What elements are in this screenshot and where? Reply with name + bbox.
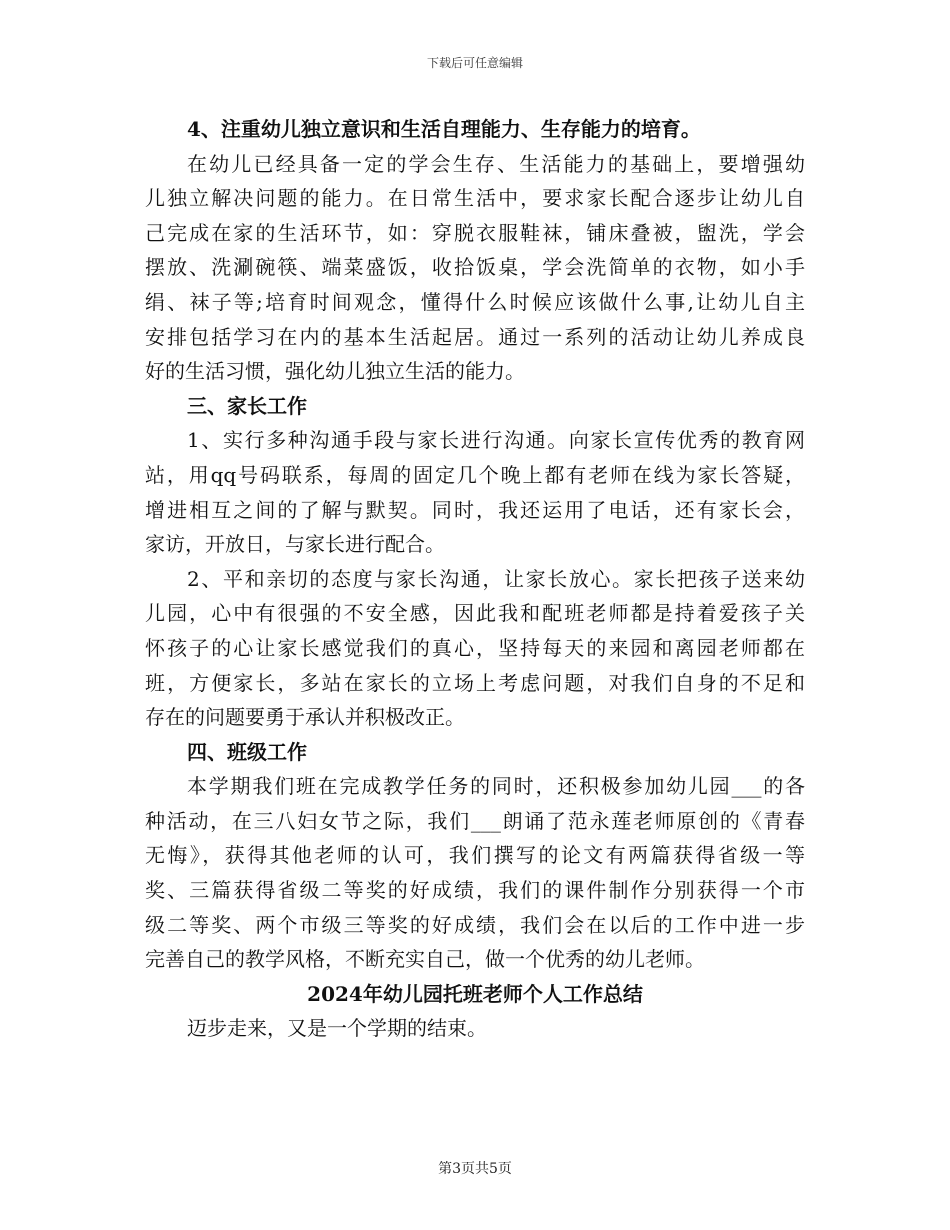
text-line: 存在的问题要勇于承认并积极改正。 [145,705,465,730]
text-line: 好的生活习惯，强化幼儿独立生活的能力。 [145,359,525,384]
text-line: 四、班级工作 [187,739,307,764]
text-line: 4、注重幼儿独立意识和生活自理能力、生存能力的培育。 [187,117,701,141]
text-line: 班，方便家长，多站在家长的立场上考虑问题，对我们自身的不足和 [145,670,805,695]
text-line: 无悔》，获得其他老师的认可，我们撰写的论文有两篇获得省级一等 [145,843,805,868]
text-line: 迈步走来，又是一个学期的结束。 [187,1016,487,1041]
text-line: 三、家长工作 [187,393,307,418]
document-body [145,112,805,1046]
text-line: 家访，开放日，与家长进行配合。 [145,532,445,557]
text-line: 级二等奖、两个市级三等奖的好成绩，我们会在以后的工作中进一步 [145,912,805,937]
text-line: 在幼儿已经具备一定的学会生存、生活能力的基础上，要增强幼 [187,151,805,176]
text-line: 2、平和亲切的态度与家长沟通，让家长放心。家长把孩子送来幼 [187,566,805,591]
page-footer-page-number: 第3页共5页 [438,1161,512,1177]
text-line: 儿园，心中有很强的不安全感，因此我和配班老师都是持着爱孩子关 [145,601,805,626]
text-line: 摆放、洗涮碗筷、端菜盛饭，收拾饭桌，学会洗简单的衣物，如小手 [145,255,805,280]
text-line: 站，用qq号码联系，每周的固定几个晚上都有老师在线为家长答疑， [145,462,805,487]
text-line: 绢、袜子等;培育时间观念，懂得什么时候应该做什么事,让幼儿自主 [145,289,805,314]
text-line: 安排包括学习在内的基本生活起居。通过一系列的活动让幼儿养成良 [145,324,805,349]
text-line: 奖、三篇获得省级二等奖的好成绩，我们的课件制作分别获得一个市 [145,878,805,903]
text-line: 怀孩子的心让家长感觉我们的真心，坚持每天的来园和离园老师都在 [145,635,805,660]
text-line: 1、实行多种沟通手段与家长进行沟通。向家长宣传优秀的教育网 [187,428,805,453]
text-line: 完善自己的教学风格，不断充实自己，做一个优秀的幼儿老师。 [145,947,705,972]
page-header-note: 下载后可任意编辑 [426,56,523,70]
text-line: 本学期我们班在完成教学任务的同时，还积极参加幼儿园___的各 [187,774,805,799]
text-line: 己完成在家的生活环节，如：穿脱衣服鞋袜，铺床叠被，盥洗，学会 [145,220,805,245]
text-line: 种活动，在三八妇女节之际，我们___朗诵了范永莲老师原创的《青春 [145,808,805,833]
text-line: 儿独立解决问题的能力。在日常生活中，要求家长配合逐步让幼儿自 [145,186,805,211]
text-line: 2024年幼儿园托班老师个人工作总结 [307,981,643,1006]
text-line: 增进相互之间的了解与默契。同时，我还运用了电话，还有家长会， [145,497,805,522]
